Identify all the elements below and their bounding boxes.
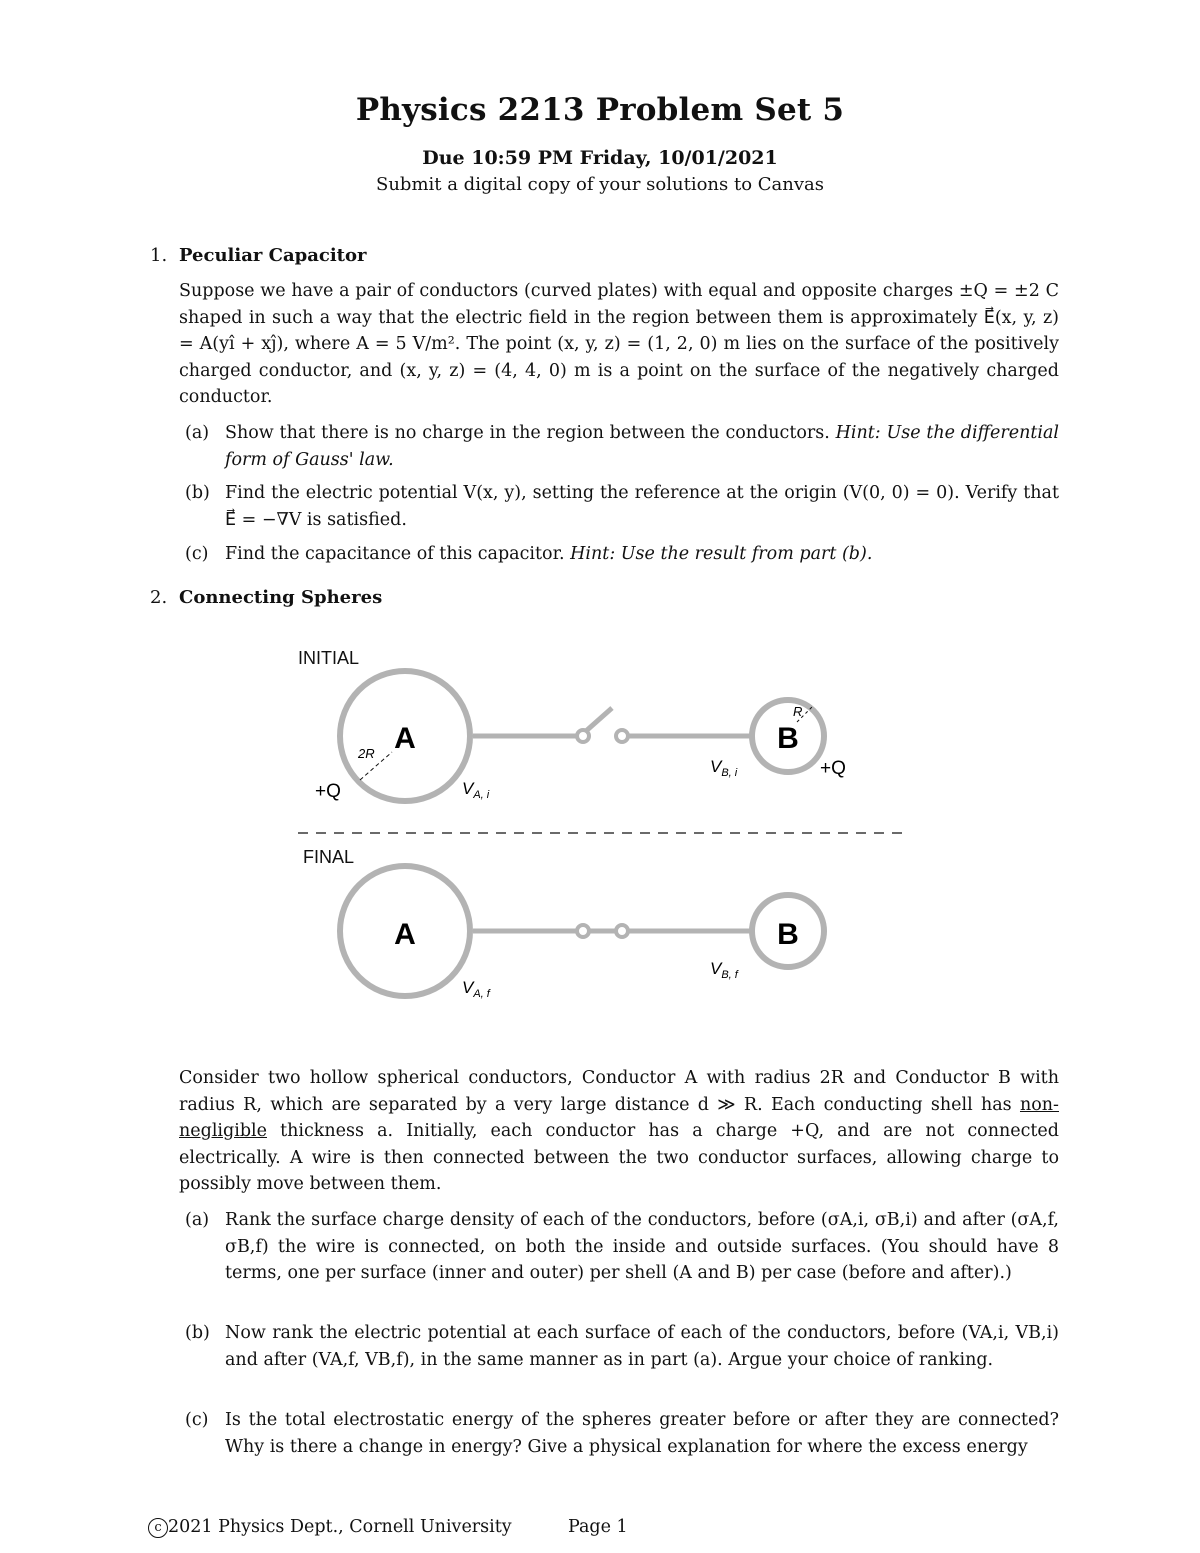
part-label: (c) xyxy=(185,544,209,564)
sphere-a-label: A xyxy=(394,722,416,755)
charge-a-label: +Q xyxy=(315,781,341,802)
part-text: Rank the surface charge density of each of the conductors, before (σA,i, σB,i) and after (σA,f, σB,f) the wire is connected, on both the inside and outside surfaces. (You should have 8 terms, one per surface (inner and outer) per shell (A and B) per case (before and after).) xyxy=(225,1210,1059,1283)
hint: Hint: Use the result from part (b). xyxy=(570,544,873,564)
part-text: Now rank the electric potential at each surface of each of the conductors, before (VA,i, VB,i) and after (VA,f, VB,f), in the same manner as in part (a). Argue your choice of ranking. xyxy=(225,1323,1059,1370)
part-label: (b) xyxy=(185,1323,210,1343)
radius-a-label: 2R xyxy=(358,746,375,761)
part-text: Find the capacitance of this capacitor. Hint: Use the result from part (b). xyxy=(225,544,873,564)
sphere-b-final-label: B xyxy=(777,918,799,951)
hint: Hint: Use the differential form of Gauss' law. xyxy=(225,423,1059,470)
part-label: (b) xyxy=(185,483,210,503)
part-label: (a) xyxy=(185,423,210,443)
due-date: Due 10:59 PM Friday, 10/01/2021 xyxy=(422,147,778,169)
radius-b-label: R xyxy=(793,704,803,719)
va-final-label: $V_{A, f}$ xyxy=(462,978,490,1000)
part-label: (c) xyxy=(185,1410,209,1430)
copyright-symbol: c xyxy=(148,1518,168,1538)
submission-note: Submit a digital copy of your solutions to Canvas xyxy=(376,174,824,195)
problem-1-number: 1. xyxy=(150,245,168,266)
problem-2-intro: Consider two hollow spherical conductors, Conductor A with radius 2R and Conductor B with radius R, which are separated by a very large distance d ≫ R. Each conducting shell has non-negligible thickness a. Initially, each conductor has a charge +Q, and are not connected electrically. A wire is then connected between the two conductor surfaces, allowing charge to possibly move between them. xyxy=(179,1068,1059,1194)
underlined-term: non-negligible xyxy=(179,1094,1059,1141)
page-footer xyxy=(148,1517,628,1538)
part-text: Is the total electrostatic energy of the spheres greater before or after they are connected? Why is there a change in energy? Give a physical explanation for where the excess energy xyxy=(225,1410,1059,1457)
page-number: Page 1 xyxy=(568,1517,628,1537)
switch-terminal-right xyxy=(616,730,628,742)
problem-1-title: Peculiar Capacitor xyxy=(179,245,367,266)
copyright-text: 2021 Physics Dept., Cornell University xyxy=(168,1517,512,1537)
sphere-b-label: B xyxy=(777,722,799,755)
charge-b-label: +Q xyxy=(820,758,846,779)
page-title: Physics 2213 Problem Set 5 xyxy=(355,92,845,128)
part-text: Show that there is no charge in the region between the conductors. Hint: Use the differential form of Gauss' law. xyxy=(225,423,1059,470)
problem-2-title: Connecting Spheres xyxy=(179,587,383,608)
part-text: Find the electric potential V(x, y), setting the reference at the origin (V(0, 0) = 0). Verify that E⃗ = −∇V is satisfied. xyxy=(225,483,1059,530)
problem-2-number: 2. xyxy=(150,587,168,608)
part-label: (a) xyxy=(185,1210,210,1230)
sphere-a-final-label: A xyxy=(394,918,416,951)
vb-initial-label: $V_{B, i}$ xyxy=(710,757,738,779)
va-initial-label: $V_{A, i}$ xyxy=(462,779,490,801)
switch-terminal-right-final xyxy=(616,925,628,937)
problem-1-intro: Suppose we have a pair of conductors (curved plates) with equal and opposite charges ±Q = ±2 C shaped in such a way that the electric field in the region between them is approximately E⃗(x, y, z) = A(yî + xĵ), where A = 5 V/m². The point (x, y, z) = (1, 2, 0) m lies on the surface of the positively charged conductor, and (x, y, z) = (4, 4, 0) m is a point on the surface of the negatively charged conductor. xyxy=(179,281,1059,407)
vb-final-label: $V_{B, f}$ xyxy=(710,959,738,981)
initial-label: INITIAL xyxy=(298,648,360,668)
switch-open-lever xyxy=(586,708,612,731)
final-label: FINAL xyxy=(303,847,355,867)
switch-terminal-left-final xyxy=(577,925,589,937)
